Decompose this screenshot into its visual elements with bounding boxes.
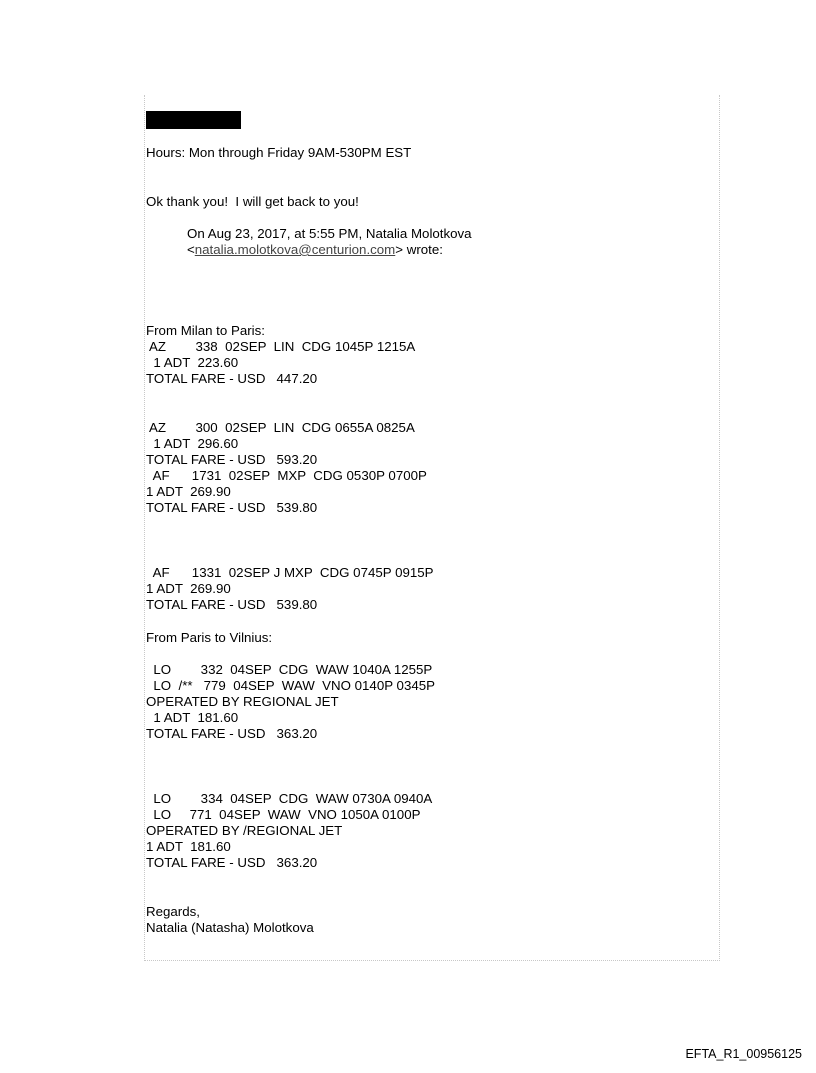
redaction-box (146, 111, 241, 129)
fare-line: AF 1331 02SEP J MXP CDG 0745P 0915P (146, 565, 434, 580)
email-open-bracket: < (187, 242, 195, 257)
fare-line: OPERATED BY /REGIONAL JET (146, 823, 343, 838)
fare-line: 1 ADT 269.90 (146, 484, 231, 499)
document-id: EFTA_R1_00956125 (685, 1047, 802, 1061)
fare-line: LO 334 04SEP CDG WAW 0730A 0940A (146, 791, 433, 806)
fare-line: OPERATED BY REGIONAL JET (146, 694, 339, 709)
fare-line: TOTAL FARE - USD 539.80 (146, 597, 318, 612)
email-link[interactable]: natalia.molotkova@centurion.com (194, 242, 396, 257)
fare-line: 1 ADT 269.90 (146, 581, 231, 596)
fare-line: LO 771 04SEP WAW VNO 1050A 0100P (146, 807, 421, 822)
fare-line: 1 ADT 296.60 (146, 436, 239, 451)
quote-header-line: On Aug 23, 2017, at 5:55 PM, Natalia Molotkova (187, 226, 472, 241)
signature-name: Natalia (Natasha) Molotkova (146, 920, 314, 935)
fare-line: LO 332 04SEP CDG WAW 1040A 1255P (146, 662, 433, 677)
fare-line: AF 1731 02SEP MXP CDG 0530P 0700P (146, 468, 427, 483)
milan-paris-heading: From Milan to Paris: (146, 323, 265, 338)
fare-line: 1 ADT 181.60 (146, 710, 239, 725)
hours-line: Hours: Mon through Friday 9AM-530PM EST (146, 145, 412, 160)
reply-line: Ok thank you! I will get back to you! (146, 194, 359, 209)
fare-line: TOTAL FARE - USD 363.20 (146, 855, 318, 870)
fare-line: LO /** 779 04SEP WAW VNO 0140P 0345P (146, 678, 435, 693)
fare-line: AZ 338 02SEP LIN CDG 1045P 1215A (146, 339, 416, 354)
paris-vilnius-heading: From Paris to Vilnius: (146, 630, 273, 645)
fare-line: TOTAL FARE - USD 363.20 (146, 726, 318, 741)
fare-line: 1 ADT 223.60 (146, 355, 239, 370)
fare-line: 1 ADT 181.60 (146, 839, 231, 854)
regards-line: Regards, (146, 904, 200, 919)
quote-email-line (187, 242, 443, 258)
fare-line: TOTAL FARE - USD 447.20 (146, 371, 318, 386)
email-wrote-text: > wrote: (395, 242, 443, 257)
fare-line: TOTAL FARE - USD 539.80 (146, 500, 318, 515)
fare-line: TOTAL FARE - USD 593.20 (146, 452, 318, 467)
fare-line: AZ 300 02SEP LIN CDG 0655A 0825A (146, 420, 415, 435)
